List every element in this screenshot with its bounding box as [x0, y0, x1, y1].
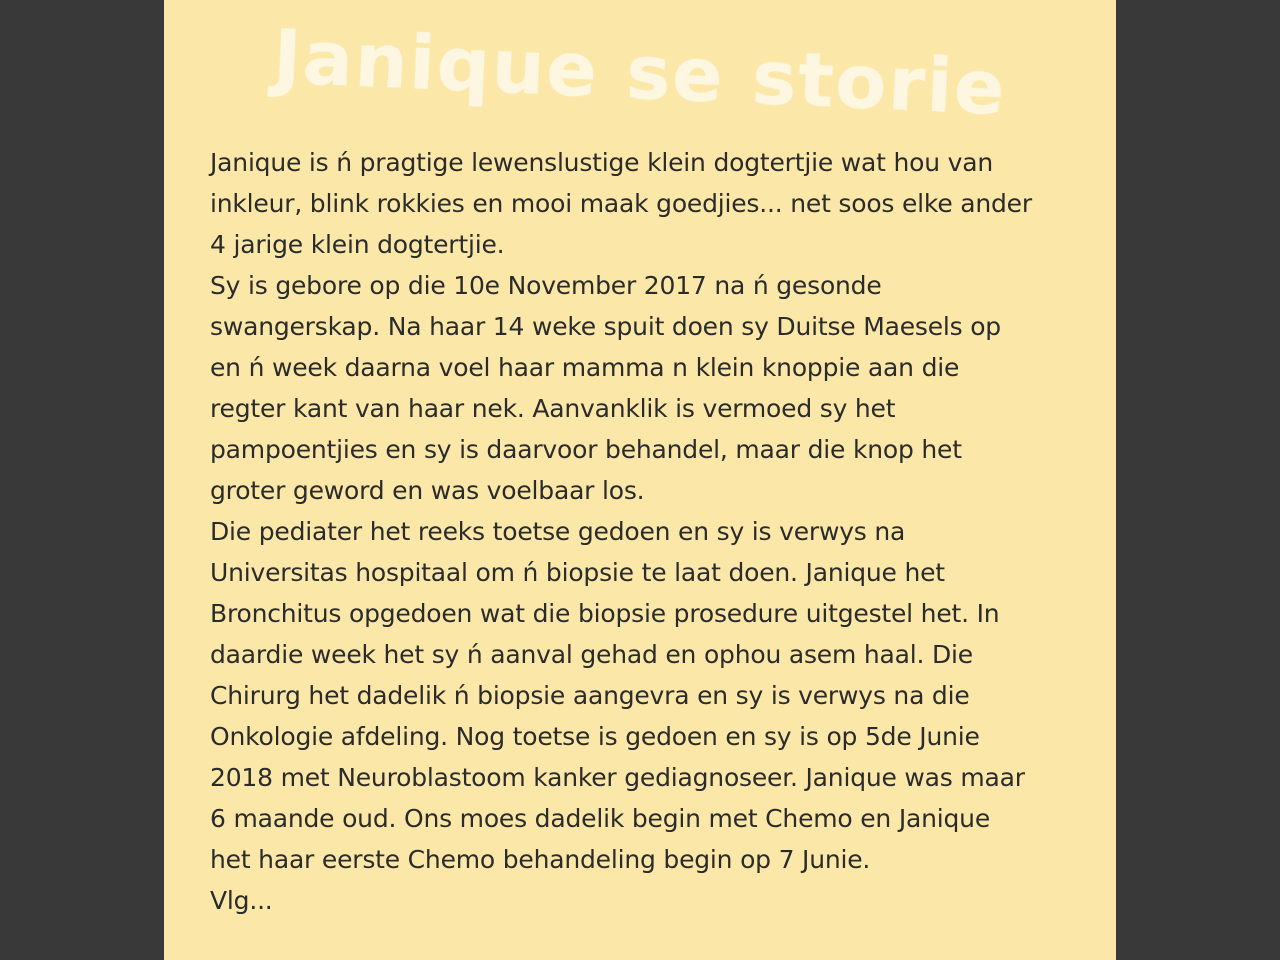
- story-line: Vlg...: [210, 886, 273, 915]
- story-line: 4 jarige klein dogtertjie.: [210, 230, 505, 259]
- story-line: en ń week daarna voel haar mamma n klein knoppie aan die: [210, 353, 960, 382]
- left-border: [0, 0, 164, 960]
- story-line: het haar eerste Chemo behandeling begin op 7 Junie.: [210, 845, 871, 874]
- story-line: Chirurg het dadelik ń biopsie aangevra en sy is verwys na die: [210, 681, 970, 710]
- story-line: daardie week het sy ń aanval gehad en ophou asem haal. Die: [210, 640, 973, 669]
- story-line: groter geword en was voelbaar los.: [210, 476, 645, 505]
- story-line: Bronchitus opgedoen wat die biopsie prosedure uitgestel het. In: [210, 599, 1000, 628]
- story-line: Universitas hospitaal om ń biopsie te laat doen. Janique het: [210, 558, 945, 587]
- story-line: pampoentjies en sy is daarvoor behandel, maar die knop het: [210, 435, 962, 464]
- story-title: Janique se storie: [271, 14, 1009, 132]
- story-line: Die pediater het reeks toetse gedoen en sy is verwys na: [210, 517, 906, 546]
- story-card: [164, 0, 1116, 960]
- story-text: [210, 142, 1110, 921]
- story-line: regter kant van haar nek. Aanvanklik is vermoed sy het: [210, 394, 896, 423]
- right-border: [1116, 0, 1280, 960]
- story-line: Onkologie afdeling. Nog toetse is gedoen en sy is op 5de Junie: [210, 722, 980, 751]
- story-line: swangerskap. Na haar 14 weke spuit doen sy Duitse Maesels op: [210, 312, 1001, 341]
- story-line: inkleur, blink rokkies en mooi maak goedjies... net soos elke ander: [210, 189, 1032, 218]
- story-line: 2018 met Neuroblastoom kanker gediagnoseer. Janique was maar: [210, 763, 1025, 792]
- story-line: Janique is ń pragtige lewenslustige klein dogtertjie wat hou van: [210, 148, 993, 177]
- story-line: Sy is gebore op die 10e November 2017 na ń gesonde: [210, 271, 882, 300]
- story-line: 6 maande oud. Ons moes dadelik begin met Chemo en Janique: [210, 804, 991, 833]
